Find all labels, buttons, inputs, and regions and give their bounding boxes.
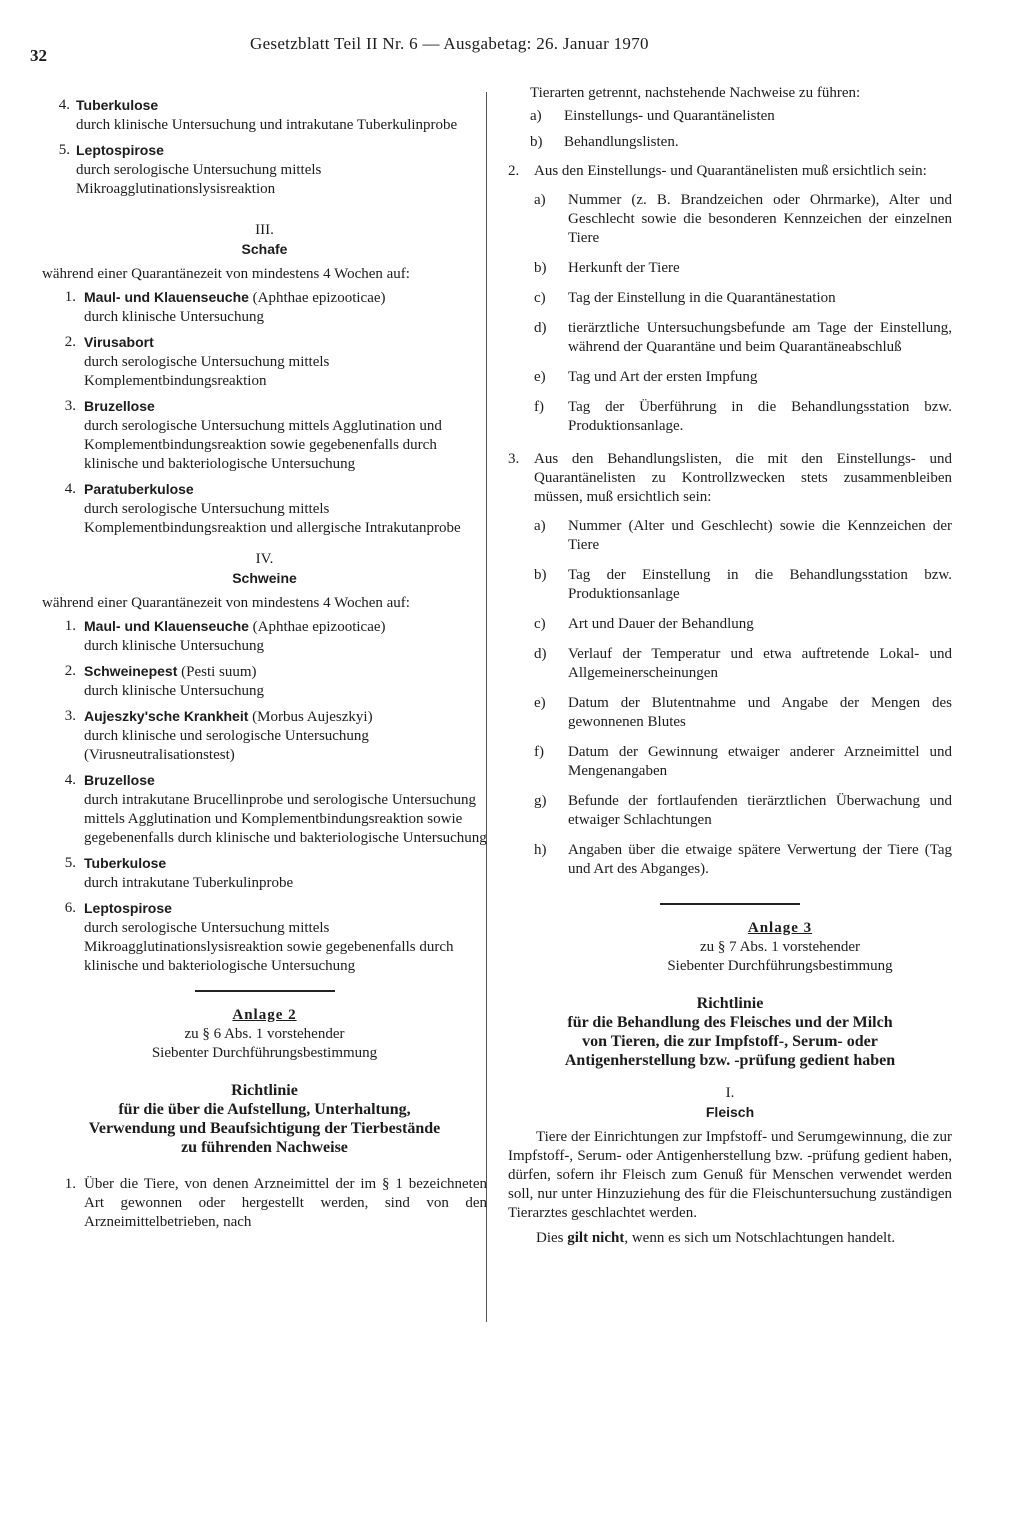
disease-term: Tuberkulose [76, 97, 159, 113]
section-divider [195, 990, 335, 992]
item-number: 2. [64, 663, 76, 679]
disease-term: Aujeszky'sche Krankheit [84, 708, 249, 724]
item-text: Tag der Einstellung in die Quarantänestation [568, 290, 836, 306]
item-letter: a) [534, 192, 546, 208]
section-number: III. [255, 222, 274, 238]
guideline-title [42, 1081, 487, 1157]
item-text: durch klinische Untersuchung [84, 683, 264, 699]
list-item [534, 191, 952, 252]
item-text: durch klinische Untersuchung und intrakutane Tuberkulinprobe [76, 117, 458, 133]
item-number: 2. [64, 334, 76, 350]
item-number: 4. [64, 481, 76, 497]
title-line: zu führenden Nachweise [181, 1139, 348, 1156]
list-item [534, 694, 952, 736]
item-letter: e) [534, 369, 546, 385]
item-letter: c) [534, 616, 546, 632]
list-item [530, 107, 952, 126]
text-run: Dies [536, 1230, 568, 1246]
annex-reference: Siebenter Durchführungsbestimmung [151, 1045, 378, 1061]
term-latin: (Morbus Aujeszkyi) [248, 709, 373, 725]
list-item [508, 450, 952, 511]
section-intro: während einer Quarantänezeit von mindestens 4 Wochen auf: [42, 266, 410, 282]
list-item [42, 771, 487, 848]
item-number: 6. [64, 900, 76, 916]
list-item [42, 333, 487, 391]
item-text: Nummer (Alter und Geschlecht) sowie die Kennzeichen der Tiere [568, 518, 952, 553]
left-column [42, 96, 487, 1242]
item-letter: b) [534, 260, 547, 276]
title-line: Antigenherstellung bzw. -prüfung gedient haben [564, 1052, 896, 1069]
item-letter: b) [530, 134, 543, 150]
text-run: , wenn es sich um Notschlachtungen handelt. [624, 1230, 896, 1246]
emphasis-text: gilt nicht [567, 1230, 625, 1246]
item-text: durch serologische Untersuchung mittels Komplementbindungsreaktion und allergische Intrakutanprobe [84, 501, 461, 536]
annex-reference: zu § 6 Abs. 1 vorstehender [184, 1026, 345, 1042]
right-column [508, 84, 952, 1252]
item-letter: a) [530, 108, 542, 124]
title-line: von Tieren, die zur Impfstoff-, Serum- oder [582, 1033, 878, 1050]
item-text: durch klinische Untersuchung [84, 309, 264, 325]
list-item [42, 288, 487, 327]
guideline-title [508, 994, 952, 1070]
item-letter: a) [534, 518, 546, 534]
item-text: Datum der Blutentnahme und Angabe der Mengen des gewonnenen Blutes [568, 695, 952, 730]
list-item [42, 480, 487, 538]
list-item [534, 319, 952, 361]
disease-term: Leptospirose [84, 900, 172, 916]
item-letter: g) [534, 793, 547, 809]
item-number: 4. [58, 97, 70, 113]
item-number: 2. [508, 163, 520, 179]
item-text: Herkunft der Tiere [568, 260, 680, 276]
title-line: Richtlinie [696, 995, 764, 1012]
disease-term: Bruzellose [84, 398, 155, 414]
item-text: Tag der Einstellung in die Behandlungsstation bzw. Produktionsanlage [568, 567, 952, 602]
item-text: Verlauf der Temperatur und etwa auftretende Lokal- und Allgemeinerscheinungen [568, 646, 952, 681]
title-line: Richtlinie [231, 1082, 298, 1099]
item-text: Aus den Einstellungs- und Quarantänelisten muß ersichtlich sein: [534, 163, 927, 179]
list-item [42, 397, 487, 474]
term-latin: (Aphthae epizooticae) [248, 290, 386, 306]
list-item [42, 899, 487, 976]
item-text: durch intrakutane Brucellinprobe und serologische Untersuchung mittels Agglutination und Komplementbindungsreaktion sowie gegebenenfalls durch klinische und bakteriologische Untersuchung [84, 792, 487, 846]
list-item [534, 841, 952, 883]
list-item [534, 289, 952, 312]
item-text: Angaben über die etwaige spätere Verwertung der Tiere (Tag und Art des Abganges). [568, 842, 952, 877]
list-item [534, 259, 952, 282]
list-item [534, 566, 952, 608]
item-text: tierärztliche Untersuchungsbefunde am Tage der Einstellung, während der Quarantäne und beim Quarantäneabschluß [568, 320, 952, 355]
item-letter: b) [534, 567, 547, 583]
list-item [42, 662, 487, 701]
running-head: Gesetzblatt Teil II Nr. 6 — Ausgabetag: 26. Januar 1970 [250, 34, 649, 53]
list-item [42, 1175, 487, 1236]
disease-term: Tuberkulose [84, 855, 167, 871]
list-item [534, 645, 952, 687]
section-heading: Schafe [241, 241, 288, 257]
disease-term: Leptospirose [76, 142, 164, 158]
item-text: Einstellungs- und Quarantänelisten [564, 108, 775, 124]
section-heading: Fleisch [705, 1104, 755, 1120]
title-line: Verwendung und Beaufsichtigung der Tierbestände [88, 1120, 441, 1137]
item-text: durch serologische Untersuchung mittels Mikroagglutinationslysisreaktion sowie gegebenenfalls durch klinische und bakteriologische Untersuchung [84, 920, 454, 974]
title-line: für die Behandlung des Fleisches und der Milch [567, 1014, 893, 1031]
item-number: 3. [508, 451, 520, 467]
item-number: 5. [58, 142, 70, 158]
item-letter: c) [534, 290, 546, 306]
item-number: 4. [64, 772, 76, 788]
item-text: durch serologische Untersuchung mittels Agglutination und Komplementbindungsreaktion sowie gegebenenfalls durch klinische und bakteriologische Untersuchung [84, 418, 442, 472]
disease-term: Maul- und Klauenseuche [84, 618, 249, 634]
item-letter: d) [534, 646, 547, 662]
disease-term: Bruzellose [84, 772, 155, 788]
list-item [508, 162, 952, 185]
term-latin: (Pesti suum) [177, 664, 257, 680]
item-letter: d) [534, 320, 547, 336]
item-letter: h) [534, 842, 547, 858]
list-item [534, 517, 952, 559]
item-number: 3. [64, 398, 76, 414]
item-text: durch intrakutane Tuberkulinprobe [84, 875, 294, 891]
disease-term: Maul- und Klauenseuche [84, 289, 249, 305]
disease-term: Virusabort [84, 334, 154, 350]
list-item [42, 96, 487, 135]
item-number: 1. [64, 1176, 76, 1192]
annex-label: Anlage 3 [747, 920, 813, 936]
section-divider [660, 903, 800, 905]
item-text: Tag und Art der ersten Impfung [568, 369, 758, 385]
disease-term: Paratuberkulose [84, 481, 194, 497]
item-text: durch klinische und serologische Untersuchung (Virusneutralisationstest) [84, 728, 369, 763]
list-item [42, 617, 487, 656]
body-paragraph [508, 1229, 952, 1248]
item-letter: f) [534, 399, 544, 415]
item-text: Aus den Behandlungslisten, die mit den Einstellungs- und Quarantänelisten zu Kontrollzwecken stets zusammenbleiben müssen, muß ersichtlich sein: [534, 451, 952, 505]
item-letter: e) [534, 695, 546, 711]
item-text: durch serologische Untersuchung mittels Komplementbindungsreaktion [84, 354, 330, 389]
list-item [530, 133, 952, 152]
list-item [42, 707, 487, 765]
item-letter: f) [534, 744, 544, 760]
list-item [42, 854, 487, 893]
list-item [534, 615, 952, 638]
annex-label: Anlage 2 [232, 1007, 297, 1023]
item-number: 1. [64, 289, 76, 305]
item-text: durch serologische Untersuchung mittels Mikroagglutinationslysisreaktion [76, 162, 322, 197]
item-number: 1. [64, 618, 76, 634]
item-text: Nummer (z. B. Brandzeichen oder Ohrmarke), Alter und Geschlecht sowie die besonderen Kennzeichen der einzelnen Tiere [568, 192, 952, 246]
term-latin: (Aphthae epizooticae) [248, 619, 386, 635]
annex-reference: zu § 7 Abs. 1 vorstehender [700, 939, 860, 955]
section-intro: während einer Quarantänezeit von mindestens 4 Wochen auf: [42, 595, 410, 611]
item-number: 5. [64, 855, 76, 871]
section-number: IV. [255, 551, 274, 567]
section-heading: Schweine [232, 570, 297, 586]
item-text: durch klinische Untersuchung [84, 638, 264, 654]
item-text: Befunde der fortlaufenden tierärztlichen Überwachung und etwaiger Schlachtungen [568, 793, 952, 828]
item-text: Art und Dauer der Behandlung [568, 616, 754, 632]
list-item [42, 141, 487, 199]
list-item [534, 743, 952, 785]
section-number: I. [725, 1085, 735, 1101]
item-text: Über die Tiere, von denen Arzneimittel der im § 1 bezeichneten Art gewonnen oder hergestellt werden, sind von den Arzneimittelbetrieben, nach [84, 1176, 487, 1230]
item-text: Behandlungslisten. [564, 134, 679, 150]
list-item [534, 792, 952, 834]
item-text: Tag der Überführung in die Behandlungsstation bzw. Produktionsanlage. [568, 399, 952, 434]
list-item [534, 368, 952, 391]
disease-term: Schweinepest [84, 663, 178, 679]
body-paragraph: Tiere der Einrichtungen zur Impfstoff- und Serumgewinnung, die zur Impfstoff-, Serum- oder Antigenherstellung bzw. -prüfung gedient haben, dürfen, sofern ihr Fleisch zum Genuß für Menschen verwendet werden soll, nur unter Hinzuziehung des für die Fleischuntersuchung zuständigen Tierarztes geschlachtet werden. [508, 1129, 952, 1221]
continued-text: Tierarten getrennt, nachstehende Nachweise zu führen: [530, 85, 861, 101]
title-line: für die über die Aufstellung, Unterhaltung, [118, 1101, 411, 1118]
item-text: Datum der Gewinnung etwaiger anderer Arzneimittel und Mengenangaben [568, 744, 952, 779]
list-item [534, 398, 952, 440]
item-number: 3. [64, 708, 76, 724]
annex-reference: Siebenter Durchführungsbestimmung [667, 958, 893, 974]
page-number: 32 [30, 46, 47, 65]
